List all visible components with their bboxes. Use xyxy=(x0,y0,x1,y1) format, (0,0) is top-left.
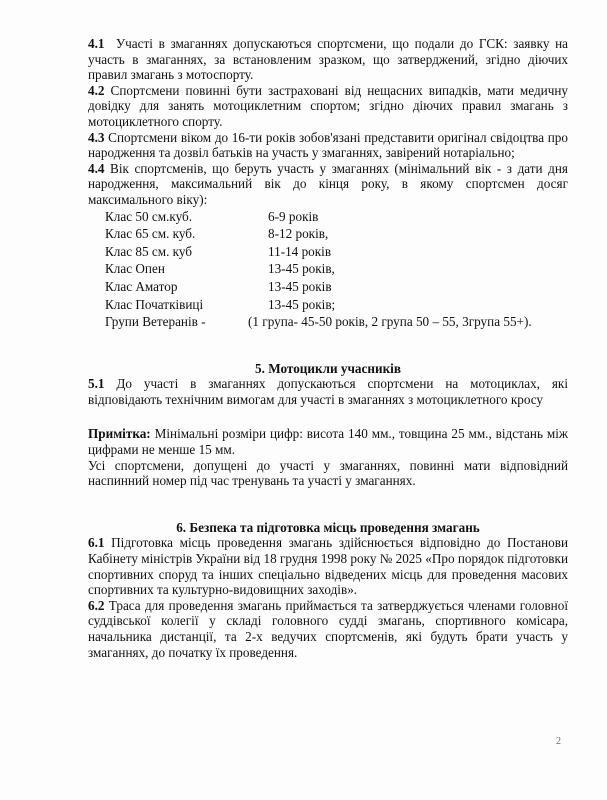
note-label: Примітка: xyxy=(88,426,151,442)
paragraph-number: 4.1 xyxy=(88,36,105,51)
paragraph-4-3 xyxy=(88,130,568,161)
class-name: Клас 85 см. куб xyxy=(105,243,193,259)
paragraph-4-1 xyxy=(88,36,568,83)
class-name: Клас 65 см. куб. xyxy=(105,226,196,242)
paragraph-6-1 xyxy=(88,535,568,597)
paragraph-4-4 xyxy=(88,161,568,208)
class-name: Клас 50 см.куб. xyxy=(105,208,193,224)
paragraph-number: 6.1 xyxy=(88,535,105,551)
veterans-row xyxy=(88,313,568,331)
paragraph-text: Спортсмени повинні бути застраховані від нещасних випадків, мати медичну довідку для занять мотоциклетним спортом; згідно діючих правил змагань з мотоциклетного спорту. xyxy=(88,82,568,129)
paragraph-number: 6.2 xyxy=(88,597,105,613)
age-class-row xyxy=(88,296,568,314)
age-class-row xyxy=(88,208,568,226)
note-text: Мінімальні розміри цифр: висота 140 мм., товщина 25 мм., відстань між цифрами не менше 15 мм. xyxy=(88,426,568,458)
paragraph-text: Участі в змаганнях допускаються спортсмени, що подали до ГСК: заявку на участь в змаганнях, за встановленим зразком, що затверджений, згідно діючих правил змагань з мотоспорту. xyxy=(88,36,568,83)
document-content xyxy=(88,36,568,660)
age-class-list xyxy=(88,208,568,331)
paragraph-text: До участі в змаганнях допускаються спортсмени на мотоциклах, які відповідають технічним вимогам для участі в змаганнях з мотоциклетного кросу xyxy=(88,376,568,407)
paragraph-number: 4.2 xyxy=(88,82,105,98)
class-age: 8-12 років, xyxy=(268,226,329,242)
paragraph-number: 4.4 xyxy=(88,160,105,176)
section-5-heading: 5. Мотоцикли учасників xyxy=(255,360,401,376)
age-class-row xyxy=(88,278,568,296)
paragraph-text: Спортсмени віком до 16-ти років зобов'язані представити оригінал свідоцтва про народження та дозвіл батьків на участь у змаганнях, завірений нотаріально; xyxy=(88,129,568,161)
paragraph-number: 4.3 xyxy=(88,129,105,145)
age-class-row xyxy=(88,225,568,243)
page-number: 2 xyxy=(556,736,561,747)
veterans-groups: (1 група- 45-50 років, 2 група 50 – 55, 3група 55+). xyxy=(248,314,532,330)
paragraph-text: Траса для проведення змагань приймається та затверджується членами головної суддівської колегії у складі головного судді змагань, спортивного комісара, начальника дистанції, та 2-х ведучих спортсменів, які будуть брати участь у змаганнях, до початку їх проведення. xyxy=(88,597,568,660)
class-name: Клас Опен xyxy=(105,261,165,277)
veterans-label: Групи Ветеранів - xyxy=(105,314,206,330)
class-age: 11-14 років xyxy=(268,243,332,259)
paragraph-text: Вік спортсменів, що беруть участь у змаганнях (мінімальний вік - з дати дня народження, максимальний вік до кінця року, в якому спортсмен досяг максимального віку): xyxy=(88,160,568,207)
paragraph-4-2 xyxy=(88,83,568,130)
class-age: 13-45 років, xyxy=(268,261,335,277)
age-class-row xyxy=(88,260,568,278)
class-age: 13-45 років; xyxy=(268,296,336,312)
age-class-row xyxy=(88,243,568,261)
class-age: 6-9 років xyxy=(268,208,319,224)
paragraph-5-1 xyxy=(88,376,568,407)
note-paragraph-2: Усі спортсмени, допущені до участі у змаганнях, повинні мати відповідний наспинний номер під час тренувань та участі у змаганнях. xyxy=(88,457,568,489)
class-age: 13-45 років xyxy=(268,278,332,294)
paragraph-number: 5.1 xyxy=(88,376,105,392)
section-6-heading: 6. Безпека та підготовка місць проведення змагань xyxy=(176,519,480,535)
note-paragraph xyxy=(88,426,568,457)
paragraph-text: Підготовка місць проведення змагань здійснюється відповідно до Постанови Кабінету міністрів України від 18 грудня 1998 року № 2025 «Про порядок підготовки спортивних споруд та інших спеціально відведених місць для проведення масових спортивних та культурно-видовищних заходів». xyxy=(88,535,569,598)
spacer xyxy=(88,407,568,426)
class-name: Клас Початківиці xyxy=(105,296,204,312)
class-name: Клас Аматор xyxy=(105,278,178,294)
paragraph-6-2 xyxy=(88,598,568,660)
